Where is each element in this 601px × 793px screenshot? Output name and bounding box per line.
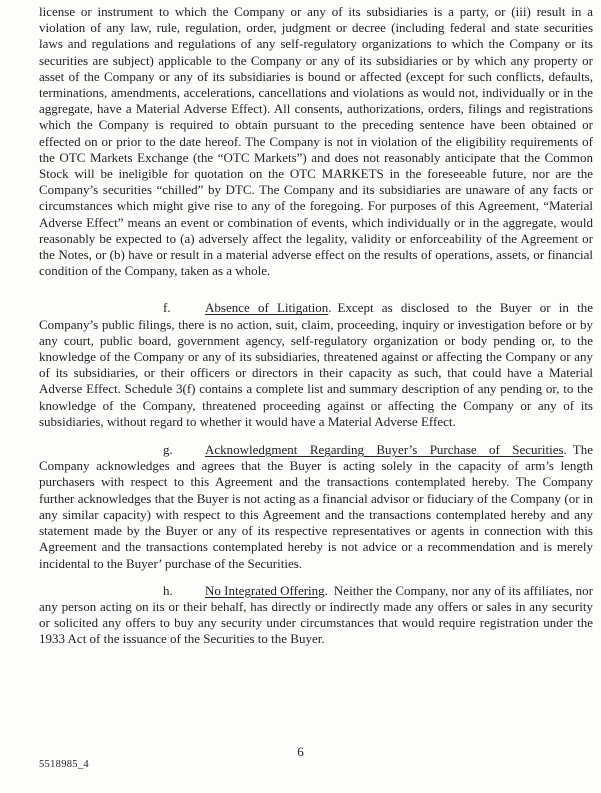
paragraph-heading: No Integrated Offering	[205, 582, 325, 598]
paragraph-label: f.	[163, 300, 171, 316]
paragraph-g-acknowledgment-regarding-buyers-purchase	[39, 442, 593, 572]
paragraph-continuation	[39, 4, 593, 279]
paragraph-body-text: license or instrument to which the Company or any of its subsidiaries is a party, or (iii) result in a violation of any law, rule, regulation, order, judgment or decree (including federal and state securities laws and regulations and regulations of any self-regulatory organizations to which the Company or its securities are subject) applicable to the Company or any of its subsidiaries or by which any property or asset of the Company or any of its subsidiaries is bound or affected (except for such conflicts, defaults, terminations, amendments, accelerations, cancellations and violations as would not, individually or in the aggregate, have a Material Adverse Effect). All consents, authorizations, orders, filings and registrations which the Company is required to obtain pursuant to the preceding sentence have been obtained or effected on or prior to the date hereof. The Company is not in violation of the eligibility requirements of the OTC Markets Exchange (the “OTC Markets”) and does not reasonably anticipate that the Common Stock will be ineligible for quotation on the OTC MARKETS in the foreseeable future, nor are the Company’s securities “chilled” by DTC. The Company and its subsidiaries are unaware of any facts or circumstances which might give rise to any of the foregoing. For purposes of this Agreement, “Material Adverse Effect” means an event or combination of events, which individually or in the aggregate, would reasonably be expected to (a) adversely affect the legality, validity or enforceability of the Agreement or the Notes, or (b) have or result in a material adverse effect on the results of operations, assets, or financial condition of the Company, taken as a whole.	[39, 4, 593, 279]
paragraph-body-text: The Company acknowledges and agrees that the Buyer is acting solely in the capacity of arm’s length purchasers with respect to this Agreement and the transactions contemplated hereby. The Company further acknowledges that the Buyer is not acting as a financial advisor or fiduciary of the Company (or in any similar capacity) with respect to this Agreement and the transactions contemplated hereby and any statement made by the Buyer or any of its respective representatives or agents in connection with this Agreement and the transactions contemplated hereby is not advice or a recommendation and is merely incidental to the Buyer’ purchase of the Securities.	[39, 442, 593, 571]
page-number: 6	[297, 744, 304, 759]
paragraph-body-text: Except as disclosed to the Buyer or in the Company’s public filings, there is no action, suit, claim, proceeding, inquiry or investigation before or by any court, public board, government agency, self-regulatory organization or body pending or, to the knowledge of the Company or any of its subsidiaries, threatened against or affecting the Company or any of its subsidiaries, or their officers or directors in their capacity as such, that could have a Material Adverse Effect. Schedule 3(f) contains a complete list and summary description of any pending or, to the knowledge of the Company, threatened proceeding against or affecting the Company or any of its subsidiaries, without regard to whether it would have a Material Adverse Effect.	[39, 300, 594, 429]
heading-period: .	[324, 582, 328, 598]
heading-period: .	[563, 442, 567, 458]
paragraph-h-no-integrated-offering	[39, 583, 593, 648]
paragraph-label: g.	[163, 442, 173, 458]
paragraph-heading: Absence of Litigation	[205, 300, 329, 316]
paragraph-label: h.	[163, 582, 173, 598]
document-content	[39, 4, 593, 648]
heading-period: .	[328, 300, 332, 316]
paragraph-f-absence-of-litigation	[39, 300, 593, 430]
document-id-stamp: 5518985_4	[39, 759, 89, 770]
paragraph-heading: Acknowledgment Regarding Buyer’s Purchase of Securities	[205, 442, 564, 458]
paragraph-body-text: Neither the Company, nor any of its affiliates, nor any person acting on its or their behalf, has directly or indirectly made any offers or sales in any security or solicited any offers to buy any security under circumstances that would require registration under the 1933 Act of the issuance of the Securities to the Buyer.	[39, 582, 593, 647]
